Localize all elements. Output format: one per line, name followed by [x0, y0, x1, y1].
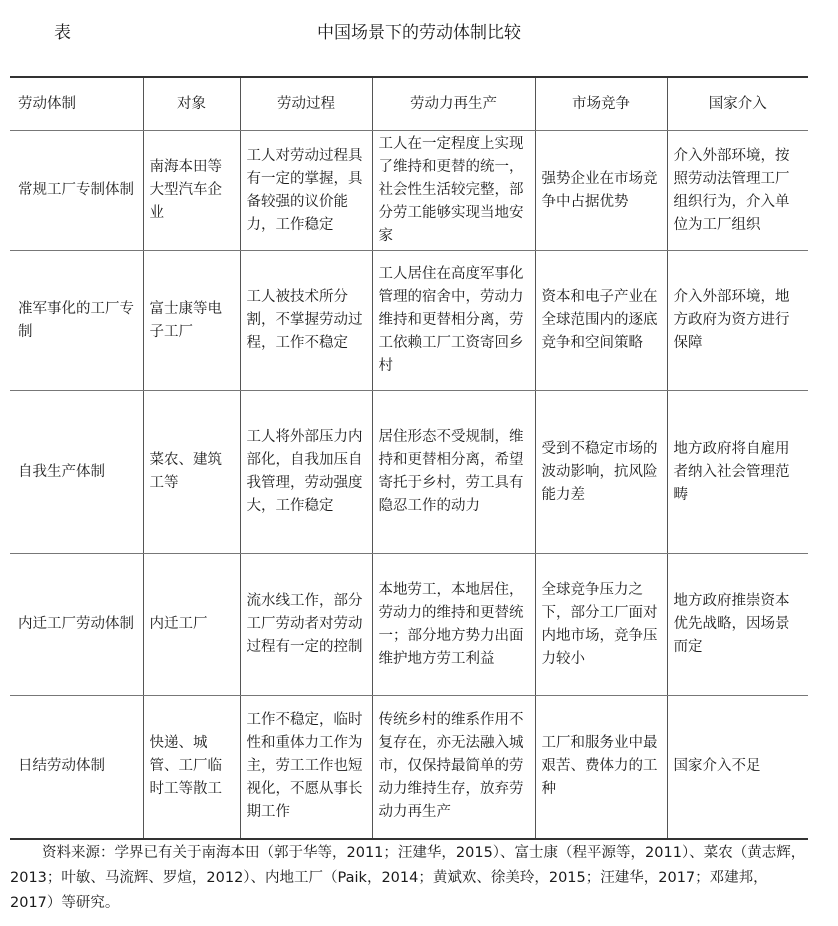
- table-cell: 国家介入不足: [667, 696, 808, 839]
- table-row: [10, 391, 808, 554]
- table-cell: 工人被技术所分割，不掌握劳动过程，工作不稳定: [240, 251, 372, 391]
- table-cell: 工人对劳动过程具有一定的掌握，具备较强的议价能力，工作稳定: [240, 131, 372, 251]
- column-header: 劳动体制: [10, 77, 143, 131]
- header-row: [10, 77, 808, 131]
- column-header: 劳动过程: [240, 77, 372, 131]
- table-cell: 准军事化的工厂专制: [10, 251, 143, 391]
- column-header: 国家介入: [667, 77, 808, 131]
- table-caption: [0, 18, 838, 48]
- table-cell: 南海本田等大型汽车企业: [143, 131, 240, 251]
- table-cell: 工人将外部压力内部化，自我加压自我管理，劳动强度大，工作稳定: [240, 391, 372, 554]
- table-cell: 工作不稳定，临时性和重体力工作为主，劳工工作也短视化，不愿从事长期工作: [240, 696, 372, 839]
- table-cell: 流水线工作，部分工厂劳动者对劳动过程有一定的控制: [240, 554, 372, 696]
- table-cell: 资本和电子产业在全球范围内的逐底竞争和空间策略: [535, 251, 667, 391]
- table-cell: 工厂和服务业中最艰苦、费体力的工种: [535, 696, 667, 839]
- column-header: 劳动力再生产: [372, 77, 535, 131]
- table-cell: 全球竞争压力之下，部分工厂面对内地市场，竞争压力较小: [535, 554, 667, 696]
- table-cell: 介入外部环境，按照劳动法管理工厂组织行为，介入单位为工厂组织: [667, 131, 808, 251]
- table-row: [10, 554, 808, 696]
- table-cell: 富士康等电子工厂: [143, 251, 240, 391]
- table-cell: 本地劳工，本地居住，劳动力的维持和更替统一；部分地方势力出面维护地方劳工利益: [372, 554, 535, 696]
- table-cell: 内迁工厂: [143, 554, 240, 696]
- source-footnote: 资料来源：学界已有关于南海本田（郭于华等，2011；汪建华，2015）、富士康（程平源等，2011）、菜农（黄志辉，2013；叶敏、马流辉、罗煊，2012）、内地工厂（Paik，2014；黄斌欢、徐美玲，2015；汪建华，2017；邓建邦，2017）等研究。: [10, 845, 806, 911]
- table-cell: 居住形态不受规制，维持和更替相分离，希望寄托于乡村，劳工具有隐忍工作的动力: [372, 391, 535, 554]
- table-cell: 地方政府推崇资本优先战略，因场景而定: [667, 554, 808, 696]
- table-cell: 介入外部环境，地方政府为资方进行保障: [667, 251, 808, 391]
- table-cell: 内迁工厂劳动体制: [10, 554, 143, 696]
- table-cell: 传统乡村的维系作用不复存在，亦无法融入城市，仅保持最简单的劳动力维持生存，放弃劳动力再生产: [372, 696, 535, 839]
- table-row: [10, 251, 808, 391]
- table-cell: 地方政府将自雇用者纳入社会管理范畴: [667, 391, 808, 554]
- table-title: 中国场景下的劳动体制比较: [317, 23, 521, 43]
- table-row: [10, 696, 808, 839]
- table-row: [10, 131, 808, 251]
- table-cell: 工人居住在高度军事化管理的宿舍中，劳动力维持和更替相分离，劳工依赖工厂工资寄回乡村: [372, 251, 535, 391]
- table-cell: 菜农、建筑工等: [143, 391, 240, 554]
- table-cell: 受到不稳定市场的波动影响，抗风险能力差: [535, 391, 667, 554]
- table-cell: 强势企业在市场竞争中占据优势: [535, 131, 667, 251]
- table-cell: 工人在一定程度上实现了维持和更替的统一，社会性生活较完整，部分劳工能够实现当地安家: [372, 131, 535, 251]
- table-cell: 日结劳动体制: [10, 696, 143, 839]
- column-header: 对象: [143, 77, 240, 131]
- column-header: 市场竞争: [535, 77, 667, 131]
- table-cell: 常规工厂专制体制: [10, 131, 143, 251]
- table-cell: 快递、城管、工厂临时工等散工: [143, 696, 240, 839]
- table-cell: 自我生产体制: [10, 391, 143, 554]
- table-label: 表: [54, 23, 71, 43]
- comparison-table: [10, 76, 808, 840]
